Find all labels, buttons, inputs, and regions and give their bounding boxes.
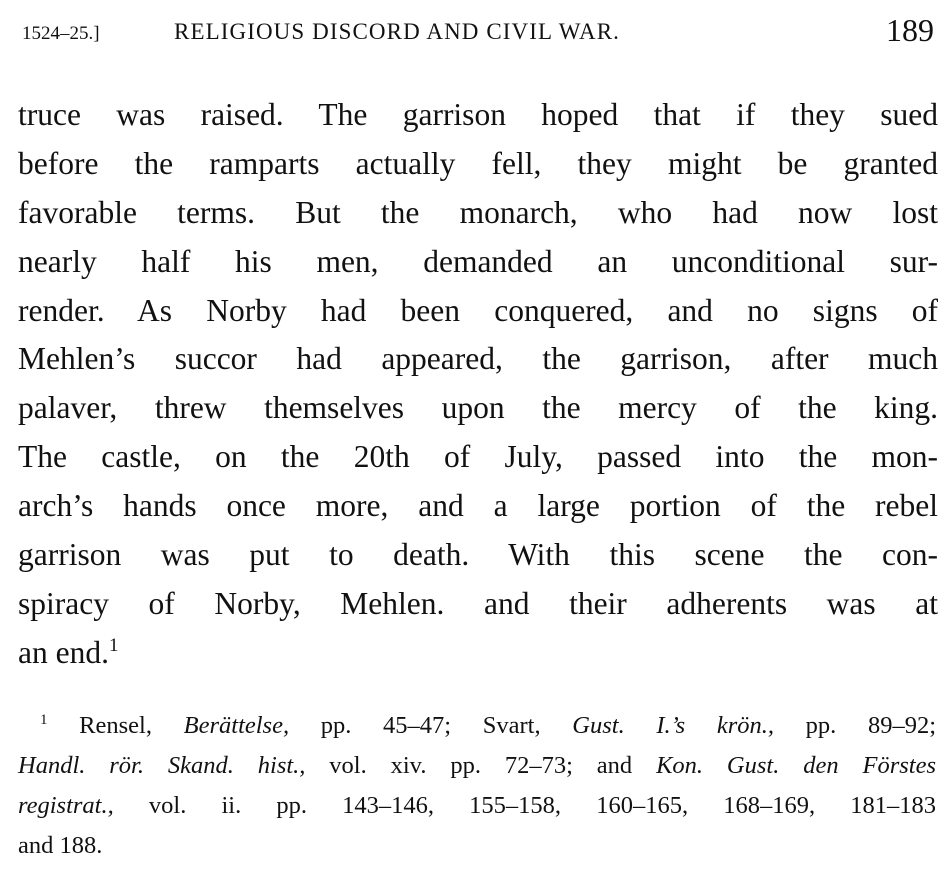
footnote-text: vol. xiv. pp. 72–73; and: [305, 752, 657, 779]
footnote-line-last: and 188.: [18, 832, 103, 859]
footnote-work-title: registrat.,: [18, 792, 114, 819]
body-line: palaver, threw themselves upon the mercy of the king.: [18, 390, 938, 426]
body-line: truce was raised. The garrison hoped that if they sued: [18, 97, 938, 132]
footnote-line: [18, 746, 936, 786]
body-line: favorable terms. But the monarch, who had now lost: [18, 194, 938, 230]
running-head: [22, 10, 940, 50]
body-line: render. As Norby had been conquered, and no signs of: [18, 292, 938, 328]
footnote-line: [18, 786, 936, 826]
body-line: before the ramparts actually fell, they might be granted: [18, 145, 938, 181]
page-number: 189: [886, 12, 934, 48]
footnote-text: pp. 45–47; Svart,: [289, 712, 573, 739]
footnote-work-title: Kon. Gust. den Förstes: [656, 752, 936, 779]
footnote-work-title: Gust. I.’s krön.,: [572, 712, 774, 739]
body-text: [18, 91, 938, 678]
footnote-text: vol. ii. pp. 143–146, 155–158, 160–165, 168–169, 181–183: [113, 792, 936, 819]
body-line: The castle, on the 20th of July, passed into the mon-: [18, 439, 938, 475]
body-line-last-text: an end.: [18, 634, 109, 670]
footnote-work-title: Berättelse,: [183, 712, 290, 739]
body-line: nearly half his men, demanded an unconditional sur-: [18, 243, 938, 279]
running-head-years: 1524–25.]: [22, 23, 100, 44]
body-line: Mehlen’s succor had appeared, the garrison, after much: [18, 341, 938, 377]
body-line: arch’s hands once more, and a large portion of the rebel: [18, 488, 938, 524]
body-line-last: [18, 629, 938, 678]
body-line: spiracy of Norby, Mehlen. and their adherents was at: [18, 585, 938, 621]
footnote-line: [18, 706, 936, 746]
footnote-mark: 1: [40, 712, 48, 728]
footnote: [18, 706, 936, 866]
running-head-title: RELIGIOUS DISCORD AND CIVIL WAR.: [174, 19, 621, 44]
footnote-work-title: Handl. rör. Skand. hist.,: [18, 752, 306, 779]
footnote-reference[interactable]: 1: [108, 634, 119, 656]
body-line: garrison was put to death. With this scene the con-: [18, 537, 938, 573]
footnote-text: Rensel,: [47, 712, 184, 739]
footnote-text: pp. 89–92;: [774, 712, 937, 739]
